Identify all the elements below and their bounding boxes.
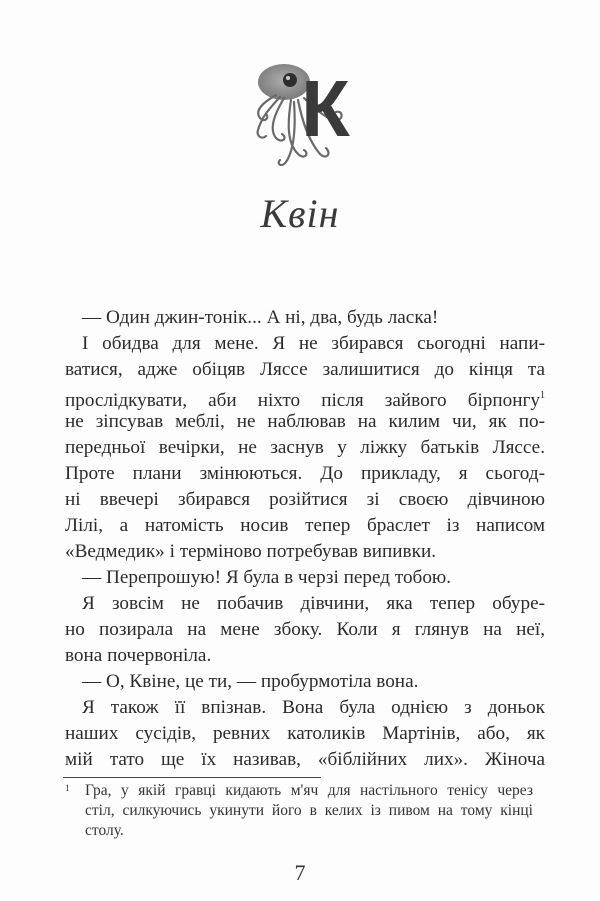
- octopus-letter-k-icon: [246, 50, 356, 180]
- footnote-line: [63, 781, 533, 801]
- text-line: ватися, адже обіцяв Ляссе залишитися до кінця та: [65, 359, 545, 380]
- footnote-line: стіл, силкуючись укинути його в келих із пивом на тому кінці: [85, 802, 533, 819]
- text-line: — Один джин-тонік... А ні, два, будь ласка!: [82, 307, 439, 328]
- text-line: І обидва для мене. Я не збирався сьогодні напи-: [82, 333, 545, 354]
- footnote: [63, 781, 533, 841]
- text-line: но позирала на мене збоку. Коли я глянув на неї,: [65, 619, 545, 640]
- text-line: ні ввечері збирався розійтися зі своєю дівчиною: [65, 489, 545, 510]
- text-line: Я також її впізнав. Вона була однією з доньок: [82, 697, 545, 718]
- text-line: Лілі, а натомість носив тепер браслет із написом: [65, 515, 545, 536]
- text-line: наших сусідів, ревних католиків Мартінів, або, як: [65, 723, 545, 744]
- text-line: Проте плани змінюються. До прикладу, я сьогод-: [65, 463, 545, 484]
- footnote-line: столу.: [85, 822, 124, 839]
- text-line: «Ведмедик» і терміново потребував випивки.: [65, 541, 437, 562]
- footnote-reference[interactable]: 1: [540, 390, 545, 401]
- text-line: [65, 383, 545, 409]
- text-line: Я зовсім не побачив дівчини, яка тепер обуре-: [82, 593, 545, 614]
- text-line: мій тато ще їх називав, «біблійних лих». Жіноча: [65, 749, 545, 770]
- text-line: не зіпсував меблі, не наблював на килим чи, як по-: [65, 411, 545, 432]
- text-line: — Перепрошую! Я була в черзі перед тобою.: [82, 567, 452, 588]
- text-line-content: прослідкувати, аби ніхто після зайвого бірпонгу: [65, 390, 540, 411]
- text-line: вона почервоніла.: [65, 645, 212, 666]
- body-text: [65, 305, 545, 773]
- page-number: 7: [294, 860, 306, 885]
- footnote-marker: 1: [65, 783, 70, 793]
- text-line: передньої вечірки, не заснув у ліжку батьків Ляссе.: [65, 437, 545, 458]
- ornament-letter: К: [301, 64, 350, 153]
- octopus-eye: [283, 73, 297, 87]
- footnote-line-text: Гра, у якій гравці кидають м'яч для настільного тенісу через: [85, 782, 533, 799]
- chapter-title: Квін: [260, 191, 340, 236]
- footnote-divider: [63, 777, 321, 778]
- text-line: — О, Квіне, це ти, — пробурмотіла вона.: [82, 671, 419, 692]
